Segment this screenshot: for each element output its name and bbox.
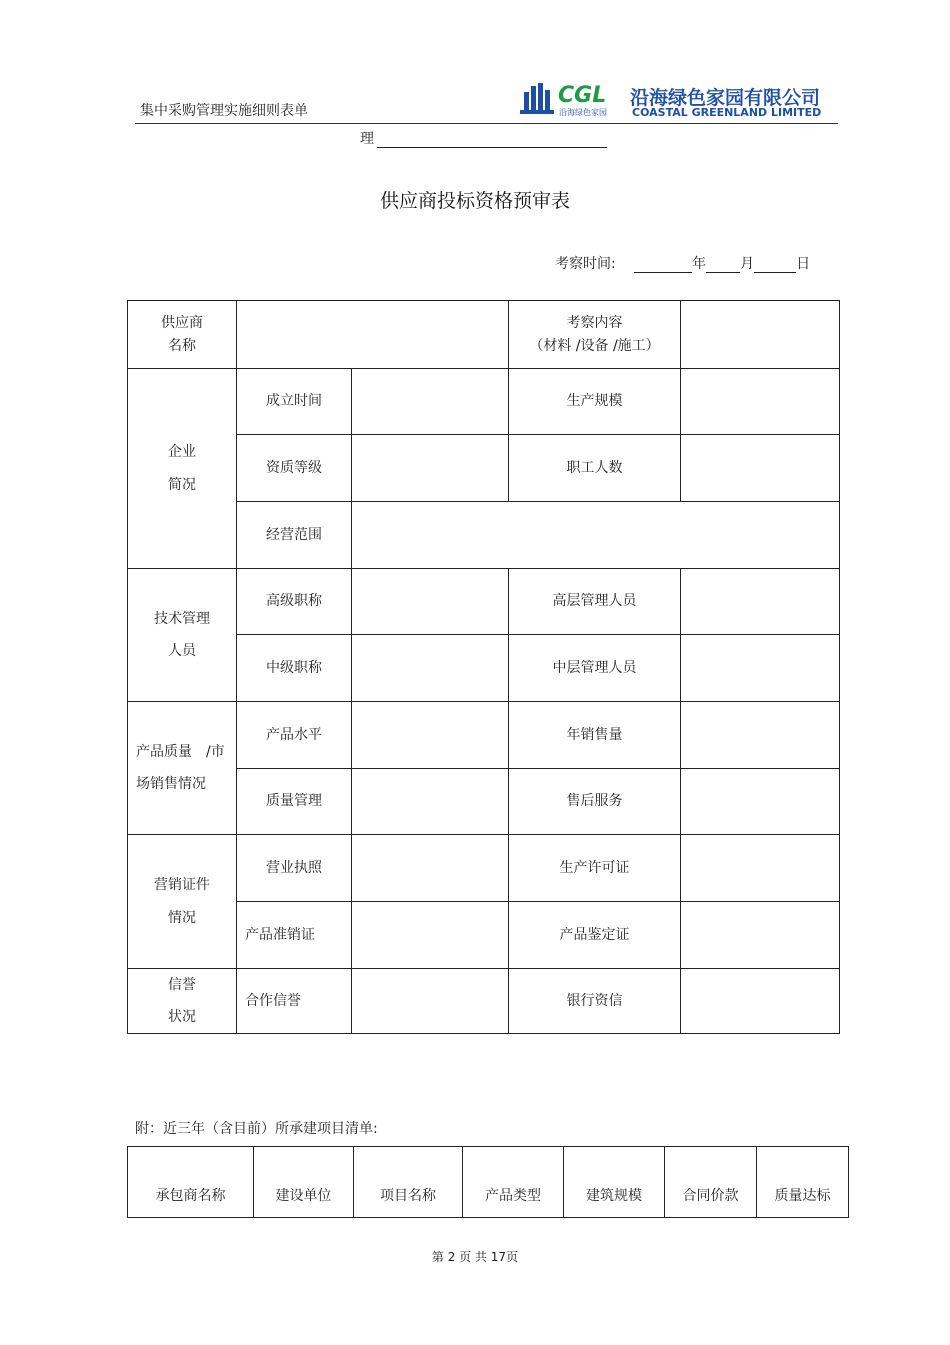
logo-abbr: CGL: [558, 83, 607, 108]
business-license-label: 营业执照: [237, 835, 352, 902]
appendix-title: 附：近三年（含目前）所承建项目清单:: [135, 1121, 378, 1137]
table-header-row: [128, 1147, 849, 1218]
enterprise-overview-label: 企业 简况: [128, 369, 237, 569]
annual-sales-label: 年销售量: [509, 702, 681, 769]
certificates-label: 营销证件 情况: [128, 835, 237, 969]
sales-permit-field[interactable]: [352, 902, 509, 969]
tech-mgmt-label: 技术管理 人员: [128, 569, 237, 702]
inspect-content-field[interactable]: [681, 301, 840, 369]
annual-sales-field[interactable]: [681, 702, 840, 769]
employees-field[interactable]: [681, 435, 840, 502]
coop-credit-label: 合作信誉: [237, 969, 352, 1034]
header-divider: [135, 123, 838, 124]
prequalification-table: [127, 300, 840, 1034]
production-scale-label: 生产规模: [509, 369, 681, 435]
inspect-year-field[interactable]: [634, 256, 692, 273]
inspect-content-label: 考察内容 （材料 /设备 /施工）: [509, 301, 681, 369]
inspect-date-label: 考察时间:: [555, 256, 616, 272]
mid-mgmt-field[interactable]: [681, 635, 840, 702]
table-row: [128, 835, 840, 902]
production-permit-label: 生产许可证: [509, 835, 681, 902]
table-row: [128, 369, 840, 435]
column-header: 承包商名称: [128, 1147, 254, 1218]
production-permit-field[interactable]: [681, 835, 840, 902]
column-header: 质量达标: [757, 1147, 849, 1218]
senior-title-field[interactable]: [352, 569, 509, 635]
business-scope-field[interactable]: [352, 502, 840, 569]
column-header: 项目名称: [354, 1147, 463, 1218]
inspect-day-field[interactable]: [754, 256, 796, 273]
year-label: 年: [692, 256, 707, 272]
mid-mgmt-label: 中层管理人员: [509, 635, 681, 702]
coop-credit-field[interactable]: [352, 969, 509, 1034]
supplier-name-label: 供应商 名称: [128, 301, 237, 369]
production-scale-field[interactable]: [681, 369, 840, 435]
project-list-table: [127, 1146, 849, 1218]
supplier-name-field[interactable]: [237, 301, 509, 369]
after-sales-label: 售后服务: [509, 769, 681, 835]
mid-title-label: 中级职称: [237, 635, 352, 702]
qualification-label: 资质等级: [237, 435, 352, 502]
senior-mgmt-label: 高层管理人员: [509, 569, 681, 635]
manager-blank[interactable]: [377, 131, 607, 148]
table-row: [128, 569, 840, 635]
quality-mgmt-field[interactable]: [352, 769, 509, 835]
inspect-date: [555, 253, 810, 273]
quality-market-label: 产品质量 /市 场销售情况: [128, 702, 237, 835]
business-license-field[interactable]: [352, 835, 509, 902]
logo-name-cn: 沿海绿色家园有限公司: [630, 87, 821, 109]
product-level-field[interactable]: [352, 702, 509, 769]
building-icon: [520, 83, 554, 114]
table-row: [128, 301, 840, 369]
document-header-title: 集中采购管理实施细则表单: [140, 103, 308, 119]
column-header: 建设单位: [254, 1147, 354, 1218]
quality-mgmt-label: 质量管理: [237, 769, 352, 835]
day-label: 日: [796, 256, 811, 272]
mid-title-field[interactable]: [352, 635, 509, 702]
column-header: 合同价款: [665, 1147, 757, 1218]
qualification-field[interactable]: [352, 435, 509, 502]
form-title: 供应商投标资格预审表: [379, 190, 570, 212]
company-logo: [518, 80, 838, 122]
business-scope-label: 经营范围: [237, 502, 352, 569]
founded-label: 成立时间: [237, 369, 352, 435]
table-row: [128, 702, 840, 769]
employees-label: 职工人数: [509, 435, 681, 502]
inspect-month-field[interactable]: [706, 256, 740, 273]
manager-label: 理: [360, 131, 374, 147]
column-header: 产品类型: [463, 1147, 564, 1218]
senior-title-label: 高级职称: [237, 569, 352, 635]
page-footer: 第 2 页 共 17页: [431, 1250, 519, 1264]
manager-signature-line: [360, 128, 607, 148]
sales-permit-label: 产品准销证: [237, 902, 352, 969]
table-row: [128, 969, 840, 1034]
credit-status-label: 信誉 状况: [128, 969, 237, 1034]
senior-mgmt-field[interactable]: [681, 569, 840, 635]
appraisal-cert-label: 产品鉴定证: [509, 902, 681, 969]
founded-field[interactable]: [352, 369, 509, 435]
bank-credit-label: 银行资信: [509, 969, 681, 1034]
month-label: 月: [740, 256, 755, 272]
logo-small-cn: 沿海绿色家园: [559, 108, 607, 117]
column-header: 建筑规模: [564, 1147, 665, 1218]
after-sales-field[interactable]: [681, 769, 840, 835]
product-level-label: 产品水平: [237, 702, 352, 769]
appraisal-cert-field[interactable]: [681, 902, 840, 969]
logo-name-en: COASTAL GREENLAND LIMITED: [632, 106, 822, 119]
bank-credit-field[interactable]: [681, 969, 840, 1034]
